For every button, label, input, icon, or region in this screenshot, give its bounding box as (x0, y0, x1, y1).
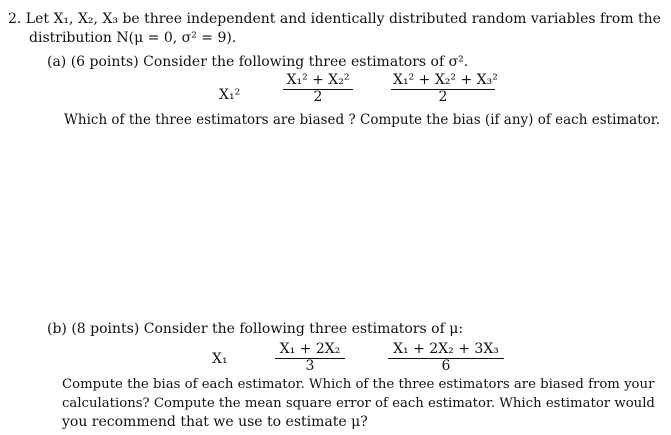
part-b-question-line-3: you recommend that we use to estimate μ? (62, 414, 368, 430)
part-b-estimator-3 (388, 341, 504, 374)
part-b-intro: (b) (8 points) Consider the following three estimators of μ: (47, 321, 464, 337)
part-b-estimator-2-denominator: 3 (305, 358, 315, 374)
part-a-estimator-3-numerator: X₁² + X₂² + X₃² (393, 72, 498, 88)
part-a-estimator-3 (391, 72, 498, 105)
part-a-estimator-2 (283, 72, 353, 105)
part-a-estimator-2-denominator: 2 (313, 89, 323, 105)
part-b-estimator-2-numerator: X₁ + 2X₂ (279, 341, 341, 357)
part-a-question: Which of the three estimators are biased ? Compute the bias (if any) of each estimator. (64, 112, 661, 128)
part-a-estimator-2-numerator: X₁² + X₂² (286, 72, 350, 88)
part-b-estimator-1: X₁ (212, 351, 228, 367)
part-a-intro: (a) (6 points) Consider the following three estimators of σ². (47, 54, 469, 70)
part-b-estimator-3-numerator: X₁ + 2X₂ + 3X₃ (393, 341, 499, 357)
part-b-question-line-2: calculations? Compute the mean square error of each estimator. Which estimator would (62, 396, 655, 411)
part-a-estimator-3-denominator: 2 (438, 89, 448, 105)
part-b-estimator-3-denominator: 6 (441, 358, 451, 374)
part-b-question-line-1: Compute the bias of each estimator. Which of the three estimators are biased from your (62, 377, 655, 392)
part-a-estimator-1: X₁² (219, 87, 241, 103)
part-b-estimator-2 (275, 341, 345, 374)
problem-statement-line-2: distribution N(μ = 0, σ² = 9). (29, 30, 237, 46)
problem-statement-line-1: 2. Let X₁, X₂, X₃ be three independent and identically distributed random variables from the (8, 11, 661, 27)
